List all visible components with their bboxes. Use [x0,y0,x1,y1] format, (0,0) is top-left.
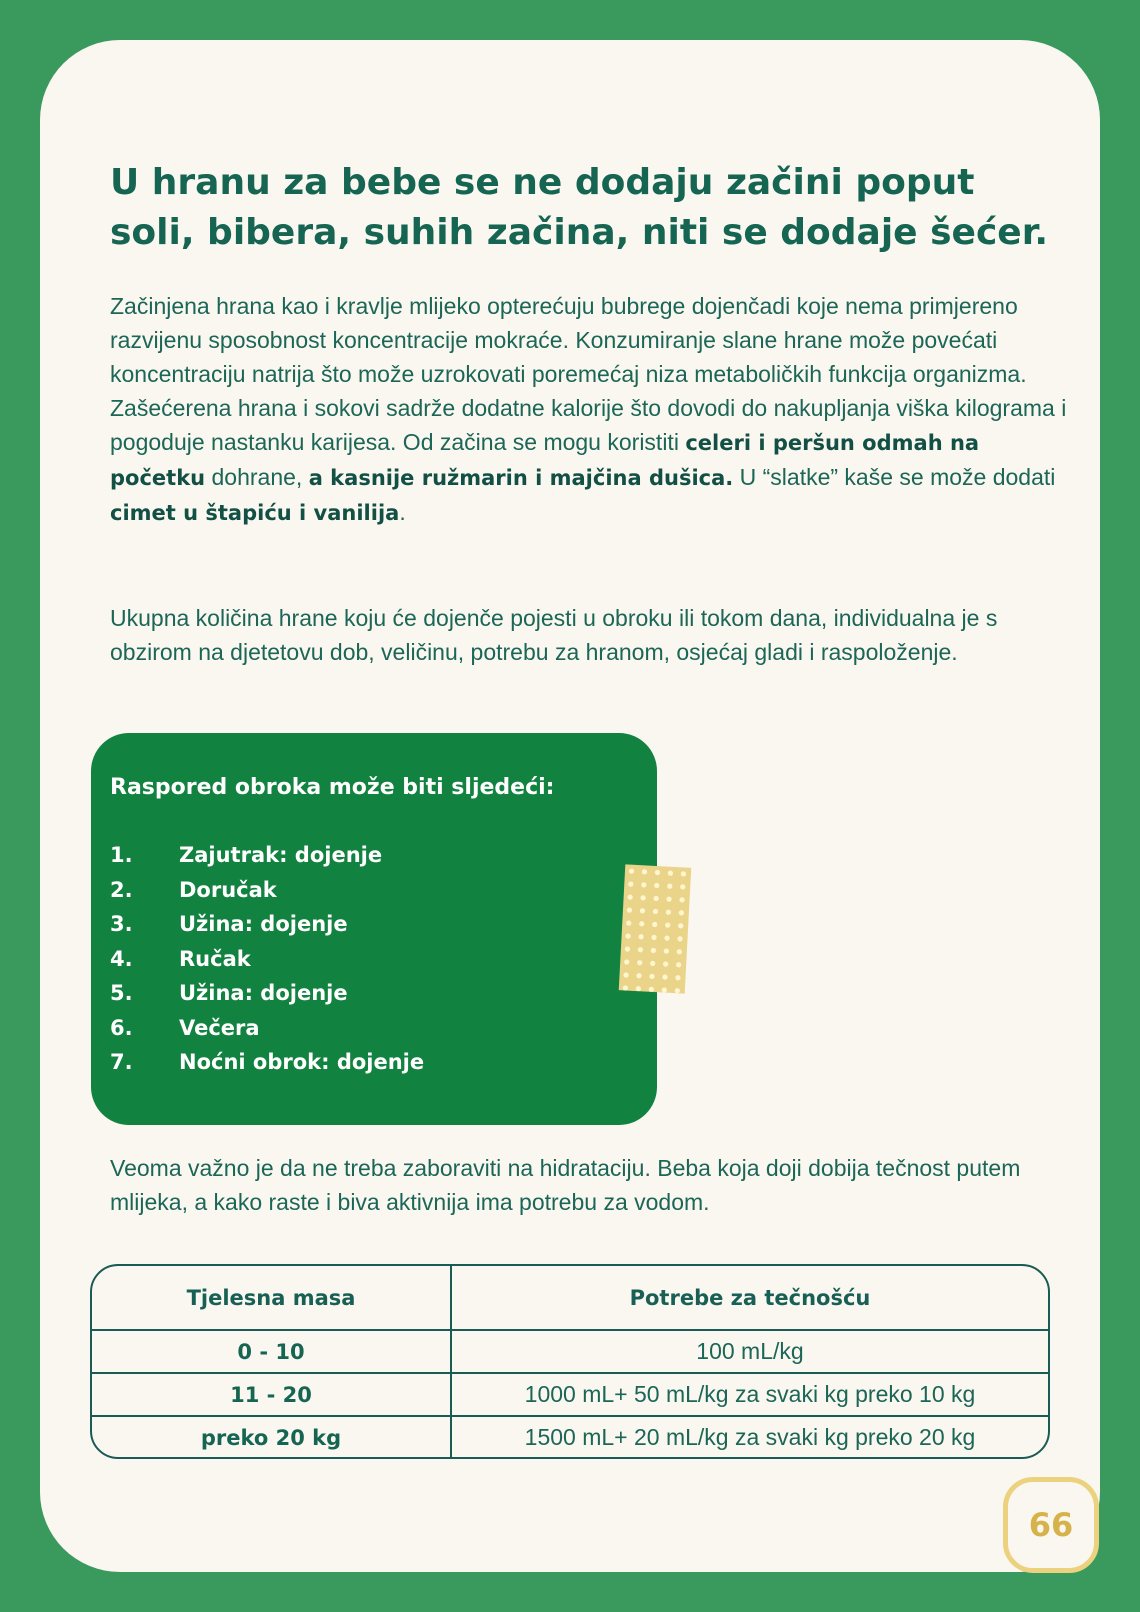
decorative-tape [619,864,692,993]
cell-mass: 0 - 10 [92,1330,451,1373]
bold-cinnamon-vanilla: cimet u štapiću i vanilija [110,501,400,525]
column-header-fluid: Potrebe za tečnošću [451,1266,1048,1330]
page-number: 66 [1003,1477,1099,1573]
quantity-paragraph: Ukupna količina hrane koju će dojenče pojesti u obroku ili tokom dana, individualna je s obzirom na djetetovu dob, veličinu, potrebu za hranom, osjećaj gladi i raspoloženje. [110,605,998,665]
list-item: 3. Užina: dojenje [110,912,348,936]
hydration-paragraph: Veoma važno je da ne treba zaboraviti na hidrataciju. Beba koja doji dobija tečnost putem mlijeka, a kako raste i biva aktivnija ima potrebu za vodom. [110,1155,1021,1215]
list-item: 6. Večera [110,1015,260,1040]
bold-celery-parsley: celeri i peršun odmah na početku [110,431,980,490]
intro-paragraph: Začinjena hrana kao i kravlje mlijeko opterećuju bubrege dojenčadi koje nema primjereno razvijenu sposobnost koncentracije mokraće. Konzumiranje slane hrane može povećati koncentraciju natrija što može uzrokovati poremećaj niza metaboličkih funkcija organizma. Zašećerena hrana i sokovi sadrže dodatne kalorije što dovodi do nakupljanja viška kilograma i pogoduje nastanku karijesa. Od začina se mogu koristiti celeri i peršun odmah na početku dohrane, a kasnije ružmarin i majčina dušica. U “slatke” kaše se može dodati cimet u štapiću i vanilija. [110,293,1067,525]
table-row [92,1330,1048,1373]
cell-fluid: 100 mL/kg [451,1330,1048,1373]
page-title: U hranu za bebe se ne dodaju začini poput soli, bibera, suhih začina, niti se dodaje šećer. [110,162,1049,253]
table-row [92,1373,1048,1416]
meal-list [110,838,424,1080]
list-item: 1. Zajutrak: dojenje [110,843,383,867]
list-item: 5. Užina: dojenje [110,981,348,1005]
table-header-row [92,1266,1048,1330]
fluid-needs-table [90,1264,1050,1459]
meal-schedule-heading: Raspored obroka može biti sljedeći: [110,775,555,800]
table-row [92,1416,1048,1458]
list-item: 7. Noćni obrok: dojenje [110,1050,425,1074]
list-item: 4. Ručak [110,946,251,971]
cell-mass: 11 - 20 [92,1373,451,1416]
bold-rosemary-thyme: a kasnije ružmarin i majčina dušica. [308,466,734,490]
cell-fluid: 1500 mL+ 20 mL/kg za svaki kg preko 20 kg [451,1416,1048,1458]
cell-mass: preko 20 kg [92,1416,451,1458]
column-header-mass: Tjelesna masa [92,1266,451,1330]
list-item: 2. Doručak [110,877,277,902]
cell-fluid: 1000 mL+ 50 mL/kg za svaki kg preko 10 kg [451,1373,1048,1416]
